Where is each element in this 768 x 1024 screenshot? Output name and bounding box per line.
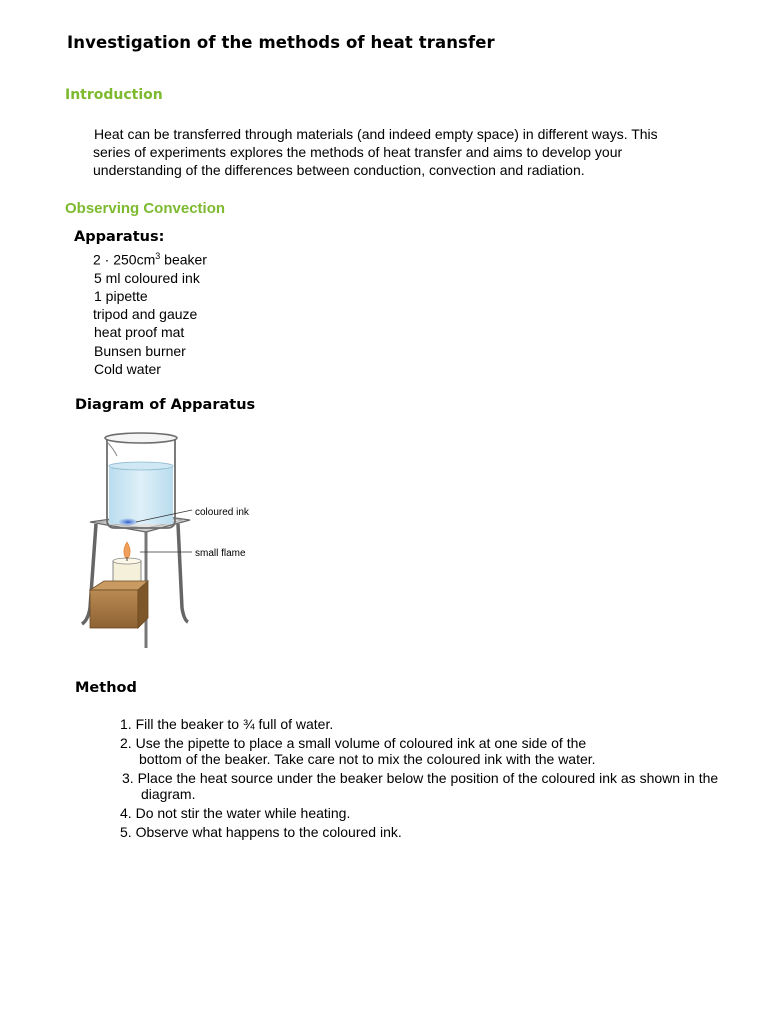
step-number: 5. bbox=[120, 824, 132, 840]
intro-line: understanding of the differences between conduction, convection and radiation. bbox=[93, 162, 585, 178]
method-step bbox=[120, 824, 718, 840]
introduction-heading: Introduction bbox=[65, 87, 163, 103]
method-list bbox=[120, 716, 718, 840]
step-text: Observe what happens to the coloured ink. bbox=[135, 824, 402, 840]
step-text: Fill the beaker to ¾ full of water. bbox=[135, 716, 334, 732]
step-text: Use the pipette to place a small volume of coloured ink at one side of the bbox=[135, 735, 587, 751]
convection-heading: Observing Convection bbox=[65, 200, 226, 217]
apparatus-item: Cold water bbox=[94, 360, 161, 377]
beaker-quantity: 2 · 250cm bbox=[93, 251, 156, 268]
introduction-paragraph bbox=[93, 125, 693, 179]
method-step bbox=[120, 716, 718, 732]
coloured-ink-drop bbox=[119, 519, 137, 526]
apparatus-item: Bunsen burner bbox=[94, 342, 186, 359]
step-text: Do not stir the water while heating. bbox=[135, 805, 351, 821]
step-number: 1. bbox=[120, 716, 132, 732]
intro-line: series of experiments explores the methods of heat transfer and aims to develop your bbox=[93, 144, 623, 160]
step-number: 3. bbox=[122, 770, 134, 786]
apparatus-item bbox=[93, 247, 207, 269]
method-step bbox=[120, 735, 718, 767]
apparatus-item: tripod and gauze bbox=[93, 306, 198, 323]
apparatus-diagram bbox=[80, 428, 260, 650]
method-heading: Method bbox=[75, 680, 137, 696]
method-step bbox=[122, 770, 718, 802]
apparatus-item: 5 ml coloured ink bbox=[94, 269, 200, 286]
diagram-label-flame: small flame bbox=[195, 548, 246, 559]
diagram-heading: Diagram of Apparatus bbox=[75, 397, 256, 413]
heat-proof-mat bbox=[90, 581, 148, 628]
beaker-unit-superscript: 3 bbox=[155, 251, 161, 261]
page-title: Investigation of the methods of heat transfer bbox=[67, 33, 495, 52]
flame-icon bbox=[124, 542, 130, 559]
diagram-label-ink: coloured ink bbox=[195, 507, 249, 518]
step-text: Place the heat source under the beaker below the position of the coloured ink as shown in the bbox=[137, 770, 719, 786]
step-text-continued: diagram. bbox=[141, 786, 196, 802]
intro-line: Heat can be transferred through materials (and indeed empty space) in different ways. This bbox=[94, 126, 658, 142]
beaker-label: beaker bbox=[160, 251, 207, 268]
method-step bbox=[120, 805, 718, 821]
step-number: 2. bbox=[120, 735, 132, 751]
apparatus-heading: Apparatus: bbox=[74, 229, 165, 245]
step-text-continued: bottom of the beaker. Take care not to mix the coloured ink with the water. bbox=[139, 751, 596, 767]
beaker bbox=[105, 433, 177, 528]
apparatus-list bbox=[93, 247, 207, 378]
apparatus-item: heat proof mat bbox=[94, 324, 185, 341]
step-number: 4. bbox=[120, 805, 132, 821]
apparatus-item: 1 pipette bbox=[94, 288, 148, 305]
